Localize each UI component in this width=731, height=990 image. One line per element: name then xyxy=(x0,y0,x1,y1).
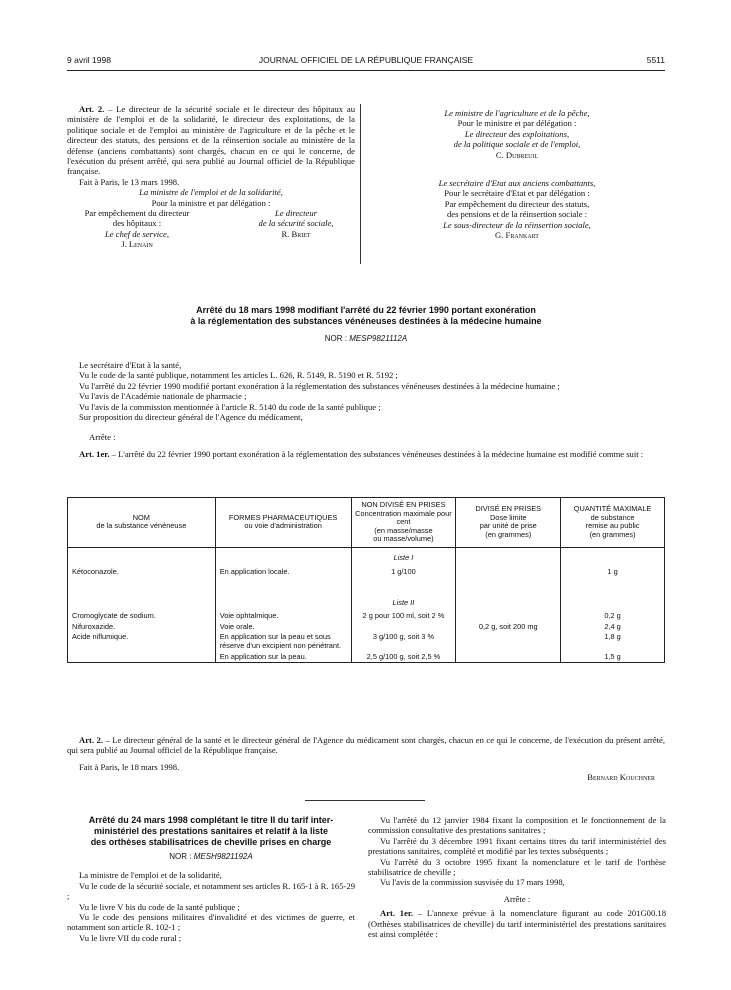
visa-line: Vu l'avis de l'Académie nationale de pharmacie ; xyxy=(79,391,247,402)
table-header-row xyxy=(68,498,665,548)
col-header-nom: NOM de la substance vénéneuse xyxy=(68,498,216,548)
visa-line: Sur proposition du directeur général de l'Agence du médicament, xyxy=(79,412,303,423)
arrete-2-nor: NOR : MESH9821192A xyxy=(169,852,253,861)
visa-line: Vu le code des pensions militaires d'invalidité et des victimes de guerre, et notamment son article R. 102-1 ; xyxy=(67,912,355,933)
arrete-1-visas xyxy=(67,360,665,459)
visa-line: Vu l'avis de la commission mentionnée à l'article R. 5140 du code de la santé publique ; xyxy=(79,401,381,412)
top-left-column xyxy=(67,104,355,250)
section-separator xyxy=(305,800,425,801)
substances-table xyxy=(67,497,665,663)
table-row: Kétoconazole. En application locale. 1 g/100 1 g xyxy=(68,567,665,593)
table-row: Acide niflumique. En application sur la peau et sous réserve d'un excipient non pénétrant. 3 g/100 g, soit 3 % 1,8 g xyxy=(68,632,665,651)
header-date: 9 avril 1998 xyxy=(67,55,111,65)
fait-a-paris: Fait à Paris, le 13 mars 1998. xyxy=(79,176,180,187)
visa-line: Vu l'avis de la commission susvisée du 17 mars 1998, xyxy=(380,877,565,888)
table-row: Nifuroxazide. Voie orale. 0,2 g, soit 200 mg 2,4 g xyxy=(68,622,665,633)
ministre-title: La ministre de l'emploi et de la solidarité, xyxy=(139,187,283,198)
visa-line: Vu l'arrêté du 3 décembre 1991 fixant certains titres du tarif interministériel des prestations sanitaires, complété et modifié par les textes subséquents ; xyxy=(368,835,666,857)
header-rule xyxy=(67,70,665,71)
visa-line: Vu l'arrêté du 22 février 1990 modifié portant exonération à la réglementation des substances vénéneuses destinées à la médecine humaine ; xyxy=(79,380,560,391)
top-right-column: Le ministre de l'agriculture et de la pêche, Pour le ministre et par délégation : Le directeur des exploitations, de la politique sociale et de l'emploi, C. Dubreuil Le secrétaire d'Etat aux anciens combattants, Pour le secrétaire d'Etat et par délégation : Par empêchement du directeur des statuts, des pensions et de la réinsertion sociale : Le sous-directeur de la réinsertion sociale, G. Frankart xyxy=(368,108,666,240)
article-1-paragraph: Art. 1er. – L'arrêté du 22 février 1990 portant exonération à la réglementation des substances vénéneuses destinées à la médecine humaine est modifié comme suit : xyxy=(79,448,644,459)
signature-briet: R. Briet xyxy=(281,228,311,239)
col-header-formes: FORMES PHARMACEUTIQUES ou voie d'administration xyxy=(215,498,351,548)
table-section-liste-2: Liste II xyxy=(68,593,665,612)
header-page-number: 5511 xyxy=(646,55,665,65)
arrete-1-closing xyxy=(67,735,665,783)
visa-line: Le secrétaire d'Etat à la santé, xyxy=(79,360,182,370)
visa-line: Vu le livre V bis du code de la santé publique ; xyxy=(79,901,240,912)
visa-line: Vu le code de la santé publique, notamment les articles L. 626, R. 5149, R. 5190 et R. 5192 ; xyxy=(79,370,398,381)
signature-kouchner: Bernard Kouchner xyxy=(587,772,655,783)
col-header-non-divise: NON DIVISÉ EN PRISES Concentration maximale pour cent (en masse/masse ou masse/volume) xyxy=(351,498,456,548)
table-row: En application sur la peau. 2,5 g/100 g, soit 2,5 % 1,5 g xyxy=(68,652,665,663)
visa-line: Vu le code de la sécurité sociale, et notamment ses articles R. 165-1 à R. 165-29 ; xyxy=(67,880,355,902)
visa-line: Vu l'arrêté du 3 octobre 1995 fixant la nomenclature et le tarif de l'orthèse stabilisatrice de cheville ; xyxy=(368,856,666,878)
visa-line: La ministre de l'emploi et de la solidarité, xyxy=(79,870,222,881)
col-header-divise: DIVISÉ EN PRISES Dose limite par unité de prise (en grammes) xyxy=(456,498,561,548)
fait-a-paris-2: Fait à Paris, le 18 mars 1998. xyxy=(79,761,180,772)
article-2-paragraph-b: Art. 2. – Le directeur général de la santé et le directeur général de l'Agence du médicament sont chargés, chacun en ce qui le concerne, de l'exécution du présent arrêté, qui sera publié au Journal officiel de la République française. xyxy=(67,735,665,756)
article-1-paragraph-2: Art. 1er. – L'annexe prévue à la nomenclature figurant au code 201G00.18 (Orthèses stabilisatrices de cheville) du tarif interministériel des prestations sanitaires est ainsi complétée : xyxy=(368,908,667,940)
arrete-label: Arrête : xyxy=(89,432,116,443)
signature-lenain: J. Lenain xyxy=(121,239,153,250)
arrete-1-title: Arrêté du 18 mars 1998 modifiant l'arrêté du 22 février 1990 portant exonération à la réglementation des substances vénéneuses destinées à la médecine humaine xyxy=(190,305,542,326)
delegation-line: Pour la ministre et par délégation : xyxy=(151,197,271,208)
signature-dubreuil: C. Dubreuil xyxy=(495,149,539,160)
table-row: Cromoglycate de sodium. Voie ophtalmique. 2 g pour 100 ml, soit 2 % 0,2 g xyxy=(68,611,665,622)
arrete-2-title: Arrêté du 24 mars 1998 complétant le titre II du tarif inter- ministériel des prestations sanitaires et relatif à la liste des orthèses stabilisatrices de cheville prises en charge xyxy=(88,815,334,847)
col-header-quantite: QUANTITÉ MAXIMALE de substance remise au public (en grammes) xyxy=(561,498,665,548)
visa-line: Vu l'arrêté du 12 janvier 1984 fixant la composition et le fonctionnement de la commission consultative des prestations sanitaires ; xyxy=(368,815,666,836)
header-journal: JOURNAL OFFICIEL DE LA RÉPUBLIQUE FRANÇAISE xyxy=(258,55,474,65)
signature-frankart: G. Frankart xyxy=(495,230,539,241)
visa-line: Vu le livre VII du code rural ; xyxy=(79,932,182,943)
signature-block: Par empêchement du directeur des hôpitaux : Le chef de service, J. Lenain Le directeur de la sécurité sociale, R. Briet xyxy=(67,208,355,250)
column-divider xyxy=(360,104,361,264)
arrete-2-left-column xyxy=(67,815,355,943)
table-section-liste-1: Liste I xyxy=(68,547,665,566)
arrete-label-2: Arrête : xyxy=(503,893,531,904)
article-2-paragraph: Art. 2. – Le directeur de la sécurité sociale et le directeur des hôpitaux au ministère de l'emploi et de la solidarité, le directeur des exploitations, de la politique sociale et de l'emploi au ministère de l'agriculture et de la pêche et le directeur des statuts, des pensions et de la réinsertion sociale au ministère de la défense (anciens combattants) sont chargés, chacun en ce qui le concerne, de l'exécution du présent arrêté, qui sera publié au Journal officiel de la République française. xyxy=(67,104,355,177)
arrete-2-right-column xyxy=(368,815,666,939)
arrete-1-nor: NOR : MESP9821112A xyxy=(324,334,408,343)
